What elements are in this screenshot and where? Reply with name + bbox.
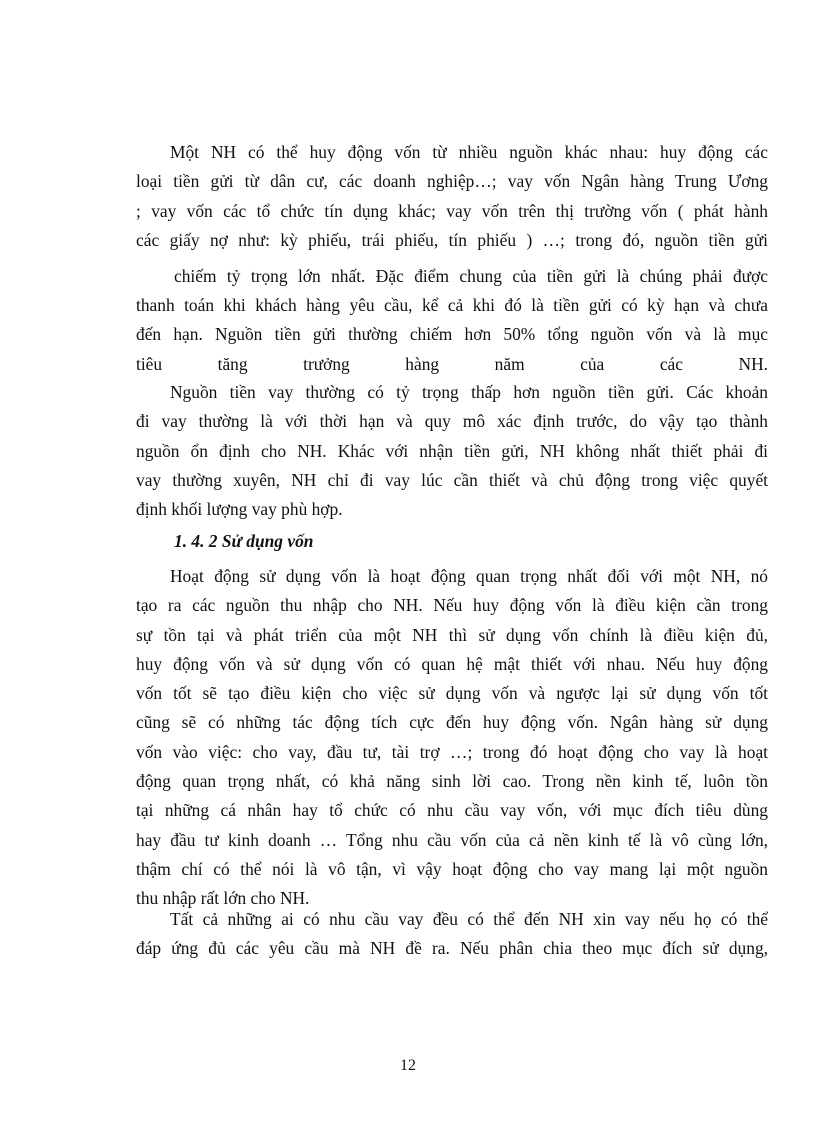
paragraph-line: Tất cả những ai có nhu cầu vay đều có thể đến NH xin vay nếu họ có thể bbox=[170, 909, 768, 929]
paragraph-line: thu nhập rất lớn cho NH. bbox=[136, 888, 310, 909]
paragraph-4 bbox=[136, 562, 768, 914]
paragraph-line: Một NH có thể huy động vốn từ nhiều nguồn khác nhau: huy động các bbox=[170, 142, 768, 162]
paragraph-3 bbox=[136, 378, 768, 524]
paragraph-line: Hoạt động sử dụng vốn là hoạt động quan trọng nhất đối với một NH, nó bbox=[170, 566, 768, 586]
paragraph-line: loại tiền gửi từ dân cư, các doanh nghiệp…; vay vốn Ngân hàng Trung Ương bbox=[136, 171, 768, 192]
paragraph-line: tại những cá nhân hay tổ chức có nhu cầu vay vốn, với mục đích tiêu dùng bbox=[136, 800, 768, 821]
paragraph-line: vốn vào việc: cho vay, đầu tư, tài trợ …; trong đó hoạt động cho vay là hoạt bbox=[136, 741, 768, 762]
paragraph-line: động quan trọng nhất, có khả năng sinh lời cao. Trong nền kinh tế, luôn tồn bbox=[136, 771, 768, 792]
paragraph-line: tiêu tăng trưởng hàng năm của các NH. bbox=[136, 353, 768, 374]
paragraph-5 bbox=[136, 905, 768, 964]
paragraph-2-continued bbox=[136, 291, 768, 379]
paragraph-line: thậm chí có thể nói là vô tận, vì vậy hoạt động cho vay mang lại một nguồn bbox=[136, 858, 768, 879]
paragraph-2 bbox=[174, 262, 768, 291]
paragraph-line: tạo ra các nguồn thu nhập cho NH. Nếu huy động vốn là điều kiện cần trong bbox=[136, 595, 768, 616]
paragraph-1 bbox=[136, 138, 768, 255]
paragraph-line: huy động vốn và sử dụng vốn có quan hệ mật thiết với nhau. Nếu huy động bbox=[136, 653, 768, 674]
paragraph-line: vốn tốt sẽ tạo điều kiện cho việc sử dụng vốn và ngược lại sử dụng vốn tốt bbox=[136, 683, 768, 704]
paragraph-line: thanh toán khi khách hàng yêu cầu, kể cả khi đó là tiền gửi có kỳ hạn và chưa bbox=[136, 295, 768, 315]
paragraph-line: sự tồn tại và phát triển của một NH thì sử dụng vốn chính là điều kiện đủ, bbox=[136, 624, 768, 645]
paragraph-line: cũng sẽ có những tác động tích cực đến huy động vốn. Ngân hàng sử dụng bbox=[136, 712, 768, 733]
paragraph-line: Nguồn tiền vay thường có tỷ trọng thấp hơn nguồn tiền gửi. Các khoản bbox=[170, 382, 768, 402]
paragraph-line: đến hạn. Nguồn tiền gửi thường chiếm hơn 50% tổng nguồn vốn và là mục bbox=[136, 324, 768, 345]
paragraph-line: đáp ứng đủ các yêu cầu mà NH đề ra. Nếu phân chia theo mục đích sử dụng, bbox=[136, 938, 768, 959]
paragraph-line: vay thường xuyên, NH chỉ đi vay lúc cần thiết và chủ động trong việc quyết bbox=[136, 469, 768, 490]
paragraph-line: đi vay thường là với thời hạn và quy mô xác định trước, do vậy tạo thành bbox=[136, 411, 768, 432]
paragraph-line: các giấy nợ như: kỳ phiếu, trái phiếu, tín phiếu ) …; trong đó, nguồn tiền gửi bbox=[136, 229, 768, 250]
paragraph-line: ; vay vốn các tổ chức tín dụng khác; vay vốn trên thị trường vốn ( phát hành bbox=[136, 200, 768, 221]
paragraph-line: hay đầu tư kinh doanh … Tổng nhu cầu vốn của cả nền kinh tế là vô cùng lớn, bbox=[136, 829, 768, 850]
paragraph-line: định khối lượng vay phù hợp. bbox=[136, 499, 343, 520]
section-heading: 1. 4. 2 Sử dụng vốn bbox=[174, 531, 314, 551]
page-number: 12 bbox=[400, 1057, 416, 1074]
paragraph-line: chiếm tỷ trọng lớn nhất. Đặc điểm chung của tiền gửi là chúng phải được bbox=[174, 266, 768, 286]
paragraph-line: nguồn ổn định cho NH. Khác với nhận tiền gửi, NH không nhất thiết phải đi bbox=[136, 440, 768, 461]
